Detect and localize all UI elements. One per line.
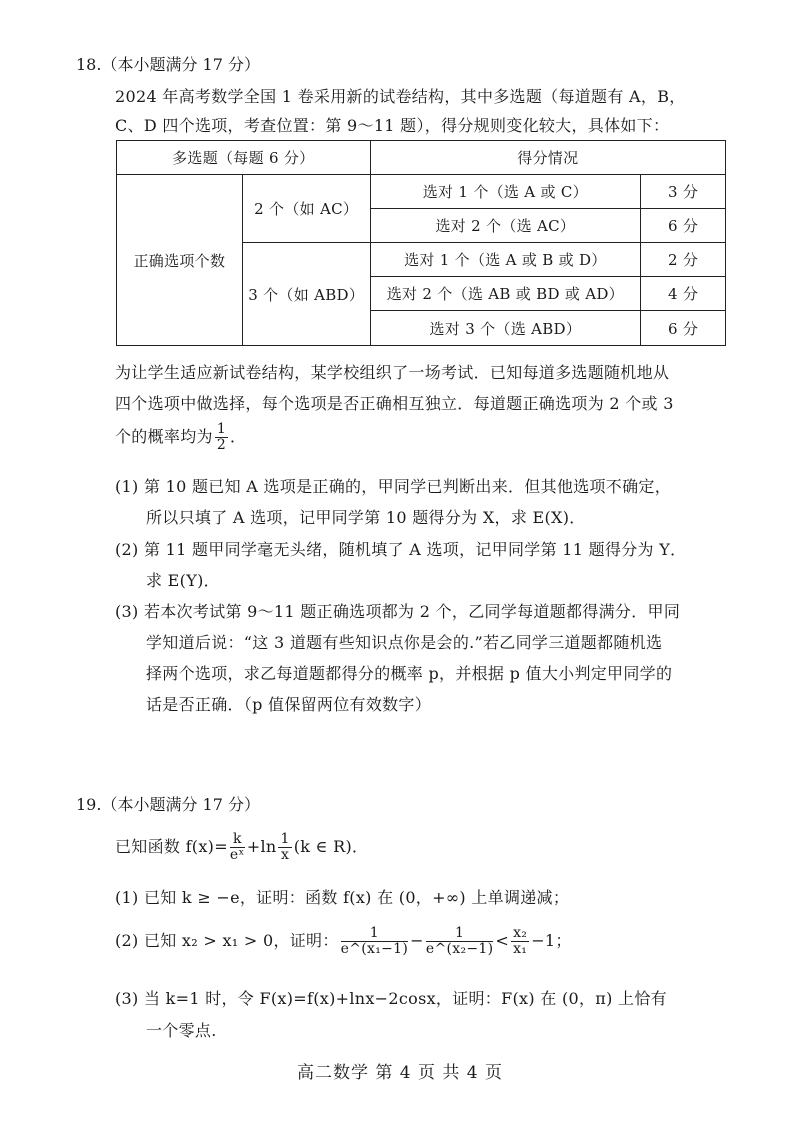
frac-denominator: e^(x₁−1) [340,941,409,957]
q19-part1: (1) 已知 k ≥ −e，证明：函数 f(x) 在 (0，+∞) 上单调递减； [115,888,570,907]
table-row-desc: 选对 1 个（选 A 或 C） [370,175,641,209]
table-row-label: 正确选项个数 [117,175,243,346]
q19-header [76,792,260,815]
stem-text: 已知函数 f(x)= [115,837,228,856]
q18-points: （本小题满分 17 分） [101,55,260,74]
table-row-score: 2 分 [641,243,726,277]
q18-part3-line3: 择两个选项，求乙每道题都得分的概率 p，并根据 p 值大小判定甲同学的 [146,664,673,683]
table-row-desc: 选对 2 个（选 AC） [370,209,641,243]
table-header-left: 多选题（每题 6 分） [117,141,371,175]
q19-points: （本小题满分 17 分） [101,795,260,814]
frac-denominator: e^(x₂−1) [425,941,494,957]
part2-text: (2) 已知 x₂ > x₁ > 0，证明： [115,931,339,950]
page-footer: 高二数学 第 4 页 共 4 页 [296,1063,504,1083]
frac-denominator: eˣ [229,847,245,863]
stem-end: (k ∈ R)． [293,837,369,856]
q19-part3-line1: (3) 当 k=1 时，令 F(x)=f(x)+lnx−2cosx，证明：F(x) 在 (0，π) 上恰有 [115,989,667,1008]
q18-part2-line1: (2) 第 11 题甲同学毫无头绪，随机填了 A 选项，记甲同学第 11 题得分为 Y． [115,540,687,559]
q18-number: 18. [76,55,102,74]
frac-numerator: 1 [216,421,227,437]
q18-header [76,52,260,75]
fraction-1-over-e-x1 [341,926,409,957]
q19-number: 19. [76,795,102,814]
minus-sign: − [410,931,424,950]
frac-denominator: x [280,847,290,863]
table-row-score: 6 分 [641,209,726,243]
less-than-sign: < [495,931,510,950]
fraction-1-over-e-x2 [426,926,494,957]
fraction-one-over-x [278,832,291,863]
fraction-one-half [215,422,228,453]
frac-denominator: 2 [216,437,227,453]
q18-part1-line1: (1) 第 10 题已知 A 选项是正确的，甲同学已判断出来．但其他选项不确定， [115,477,672,496]
frac-numerator: k [230,832,245,848]
q18-intro-line2: C、D 四个选项，考查位置：第 9～11 题），得分规则变化较大，具体如下： [115,116,670,135]
table-group1-label: 2 个（如 AC） [242,175,370,243]
q18-para-line1: 为让学生适应新试卷结构，某学校组织了一场考试．已知每道多选题随机地从 [115,363,670,382]
frac-numerator: 1 [341,926,409,942]
q18-part1-line2: 所以只填了 A 选项，记甲同学第 10 题得分为 X，求 E(X)． [146,508,586,527]
fraction-k-over-ex [230,832,245,863]
q18-part3-line2: 学知道后说：“这 3 道题有些知识点你是会的.”若乙同学三道题都随机选 [146,633,663,652]
q18-para-line3 [115,422,246,453]
table-row-desc: 选对 2 个（选 AB 或 BD 或 AD） [370,277,641,311]
table-row-score: 4 分 [641,277,726,311]
part2-end: −1； [531,931,572,950]
q19-stem [115,832,368,863]
q19-part3-line2: 一个零点. [146,1021,217,1040]
table-header-right: 得分情况 [370,141,725,175]
table-row-desc: 选对 3 个（选 ABD） [370,311,641,346]
table-group2-label: 3 个（如 ABD） [242,243,370,346]
frac-denominator: x₁ [513,941,528,957]
q18-intro-line1: 2024 年高考数学全国 1 卷采用新的试卷结构，其中多选题（每道题有 A，B， [115,87,686,106]
scoring-table [116,140,726,346]
q18-para-line2: 四个选项中做选择，每个选项是否正确相互独立．每道题正确选项为 2 个或 3 [115,394,674,413]
para-line3-end: ． [230,427,247,446]
frac-numerator: x₂ [513,925,528,941]
q19-part2 [115,926,572,957]
q18-part3-line1: (3) 若本次考试第 9～11 题正确选项都为 2 个，乙同学每道题都得满分．甲同 [115,602,681,621]
table-row-score: 6 分 [641,311,726,346]
stem-ln: +ln [246,837,277,856]
table-row-desc: 选对 1 个（选 A 或 B 或 D） [370,243,641,277]
para-line3-text: 个的概率均为 [115,427,213,446]
table-row-score: 3 分 [641,175,726,209]
fraction-x2-over-x1 [511,926,529,957]
frac-numerator: 1 [426,926,494,942]
q18-part3-line4: 话是否正确．（p 值保留两位有效数字） [146,695,432,714]
frac-numerator: 1 [280,831,290,847]
q18-part2-line2: 求 E(Y)． [146,571,220,590]
